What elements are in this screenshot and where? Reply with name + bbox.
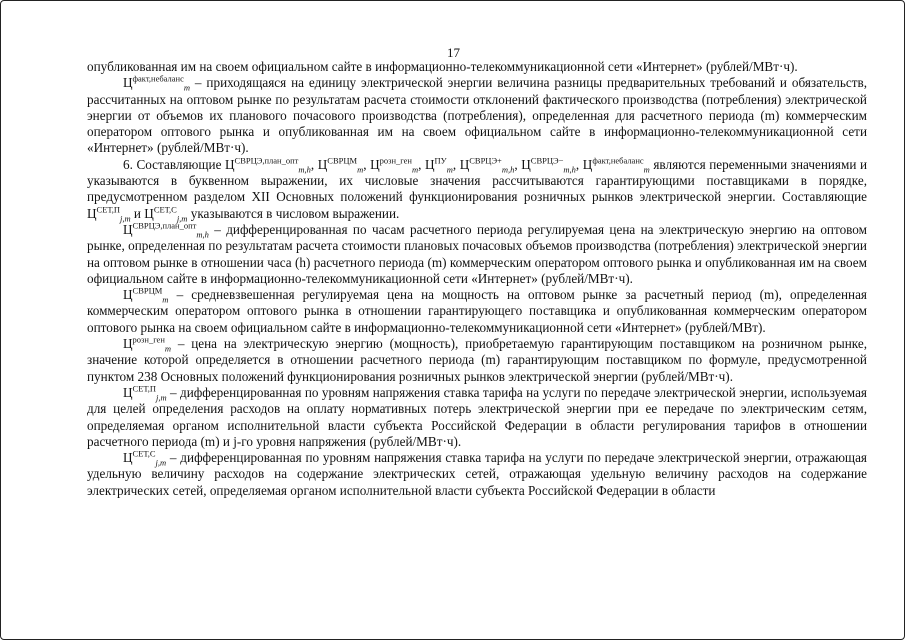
price-symbol [521, 155, 576, 175]
symbol-base: Ц [123, 450, 133, 466]
symbol-base: Ц [370, 156, 380, 172]
price-symbol [123, 220, 209, 240]
price-symbol [317, 155, 364, 175]
symbol-subscript: m [162, 294, 169, 305]
symbol-superscript: ПУ [434, 155, 447, 166]
paragraph-p3 [87, 157, 867, 222]
symbol-superscript: СЕТ,С [132, 448, 156, 459]
price-symbol [123, 334, 172, 354]
symbol-base: Ц [123, 75, 133, 91]
symbol-base: Ц [87, 205, 97, 221]
paragraph-p5 [87, 287, 867, 336]
text-run: , [363, 156, 371, 172]
symbol-subscript: m,h [501, 164, 515, 175]
symbol-subscript: m [446, 164, 453, 175]
symbol-superscript: факт,небаланс [592, 155, 644, 166]
symbol-superscript: СВРЦЭ+ [469, 155, 502, 166]
symbol-base: Ц [123, 336, 133, 352]
text-run: – приходящаяся на единицу электрической энергии величина разницы предварительных требований и обязательств, рассчитанных на оптовом рынке по результатам расчета стоимости отклонений фактического производства (потребления) электрической энергии от объемов их планового почасового производства (потребления), определенная для расчетного периода (m) коммерческим оператором оптового рынка и опубликованная им на своем официальном сайте в информационно-телекоммуникационной сети «Интернет» (рублей/МВт·ч). [87, 75, 867, 156]
text-run: – дифференцированная по уровням напряжения ставка тарифа на услуги по передаче электрической энергии, используемая для целей определения расходов на оплату нормативных потерь электрической энергии при ее передаче по электрическим сетям, определяемая органом исполнительной власти субъекта Российской Федерации в области регулирования тарифов в отношении расчетного периода (m) и j-го уровня напряжения (рублей/МВт·ч). [87, 384, 867, 449]
text-run: опубликованная им на своем официальном сайте в информационно-телекоммуникационной сети «Интернет» (рублей/МВт·ч). [87, 59, 798, 74]
symbol-superscript: факт,небаланс [132, 73, 184, 84]
text-run: 6. Составляющие [123, 156, 226, 172]
price-symbol [123, 383, 167, 403]
symbol-base: Ц [459, 156, 470, 172]
symbol-base: Ц [424, 156, 435, 172]
symbol-base: Ц [317, 156, 328, 172]
paragraph-p6 [87, 336, 867, 385]
symbol-subscript: m [164, 343, 172, 354]
paragraph-p2 [87, 75, 867, 156]
symbol-base: Ц [123, 221, 133, 237]
text-run: – цена на электрическую энергию (мощность), приобретаемую гарантирующим поставщиком на розничном рынке, значение которой определяется в отношении расчетного периода (m) гарантирующим поставщиком по формуле, предусмотренной пунктом 238 Основных положений функционирования розничных рынков электрической энергии (рублей/МВт·ч). [87, 336, 867, 384]
price-symbol [87, 204, 131, 224]
symbol-subscript: m,h [563, 164, 576, 175]
symbol-subscript: j,m [176, 213, 188, 224]
page-number: 17 [447, 45, 460, 60]
text-run: , [452, 156, 460, 172]
text-run: являются переменными значениями и указываются в буквенном выражении, их числовые значения рассчитываются гарантирующими поставщиками в порядке, предусмотренном разделом XII Основных положений функционирования розничных рынков электрической энергии. Составляющие [87, 156, 868, 205]
price-symbol [459, 155, 515, 175]
price-symbol [123, 285, 169, 305]
text-run: – дифференцированная по уровням напряжения ставка тарифа на услуги по передаче электрической энергии, отражающая удельную величину расходов на содержание электрических сетей, отражающая удельную величину расходов на содержание электрических сетей, определяемая органом исполнительной власти субъекта Российской Федерации в области [87, 450, 867, 498]
symbol-base: Ц [123, 384, 133, 400]
symbol-superscript: СЕТ,С [153, 204, 177, 215]
symbol-superscript: СВРЦМ [132, 285, 163, 296]
price-symbol [370, 155, 419, 175]
symbol-subscript: m [411, 164, 419, 175]
symbol-base: Ц [144, 205, 154, 221]
paragraph-p8 [87, 450, 867, 499]
symbol-subscript: m [643, 164, 650, 175]
symbol-subscript: m [357, 164, 364, 175]
price-symbol [123, 73, 190, 93]
text-run: , [418, 156, 425, 172]
symbol-superscript: СЕТ,П [132, 383, 156, 394]
symbol-superscript: СВРЦЭ,план_опт [234, 155, 299, 166]
paragraph-p1 [87, 59, 867, 75]
price-symbol [582, 155, 650, 175]
price-symbol [225, 155, 311, 175]
symbol-subscript: j,m [156, 392, 167, 403]
symbol-subscript: m,h [196, 229, 209, 240]
symbol-base: Ц [225, 156, 235, 172]
price-symbol [144, 204, 188, 224]
text-run: – средневзвешенная регулируемая цена на мощность на оптовом рынке за расчетный период (m), определенная коммерческим оператором оптового рынка в отношении гарантирующего поставщика и опубликованная коммерческим оператором оптового рынка на своем официальном сайте в информационно-телекоммуникационной сети «Интернет» (рублей/МВт). [87, 287, 867, 335]
symbol-superscript: розн_ген [379, 155, 412, 166]
text-run: указываются в числовом выражении. [187, 205, 400, 221]
symbol-base: Ц [582, 156, 593, 172]
symbol-subscript: m,h [298, 164, 311, 175]
price-symbol [424, 155, 453, 175]
symbol-superscript: СЕТ,П [96, 204, 120, 215]
price-symbol [123, 448, 167, 468]
symbol-superscript: СВРЦМ [327, 155, 358, 166]
text-run: , [514, 156, 522, 172]
symbol-subscript: j,m [120, 213, 131, 224]
symbol-superscript: розн_ген [132, 334, 165, 345]
symbol-base: Ц [521, 156, 531, 172]
text-run: и [130, 205, 145, 221]
paragraph-p7 [87, 385, 867, 450]
symbol-superscript: СВРЦЭ− [530, 155, 564, 166]
symbol-base: Ц [123, 287, 133, 303]
text-run: , [310, 156, 318, 172]
symbol-subscript: m [183, 82, 190, 93]
text-run: , [575, 156, 583, 172]
paragraph-p4 [87, 222, 867, 287]
text-run: – дифференцированная по часам расчетного периода регулируемая цена на электрическую энергию на оптовом рынке, определенная по результатам расчета стоимости плановых почасовых объемов производства (потребления) электрической энергии на оптовом рынке в отношении часа (h) расчетного периода (m) коммерческим оператором оптового рынка и опубликованная им на своем официальном сайте в информационно-телекоммуникационной сети «Интернет» (рублей/МВт·ч). [87, 221, 867, 286]
symbol-subscript: j,m [155, 457, 167, 468]
document-body [87, 59, 867, 499]
symbol-superscript: СВРЦЭ,план_опт [132, 220, 197, 231]
